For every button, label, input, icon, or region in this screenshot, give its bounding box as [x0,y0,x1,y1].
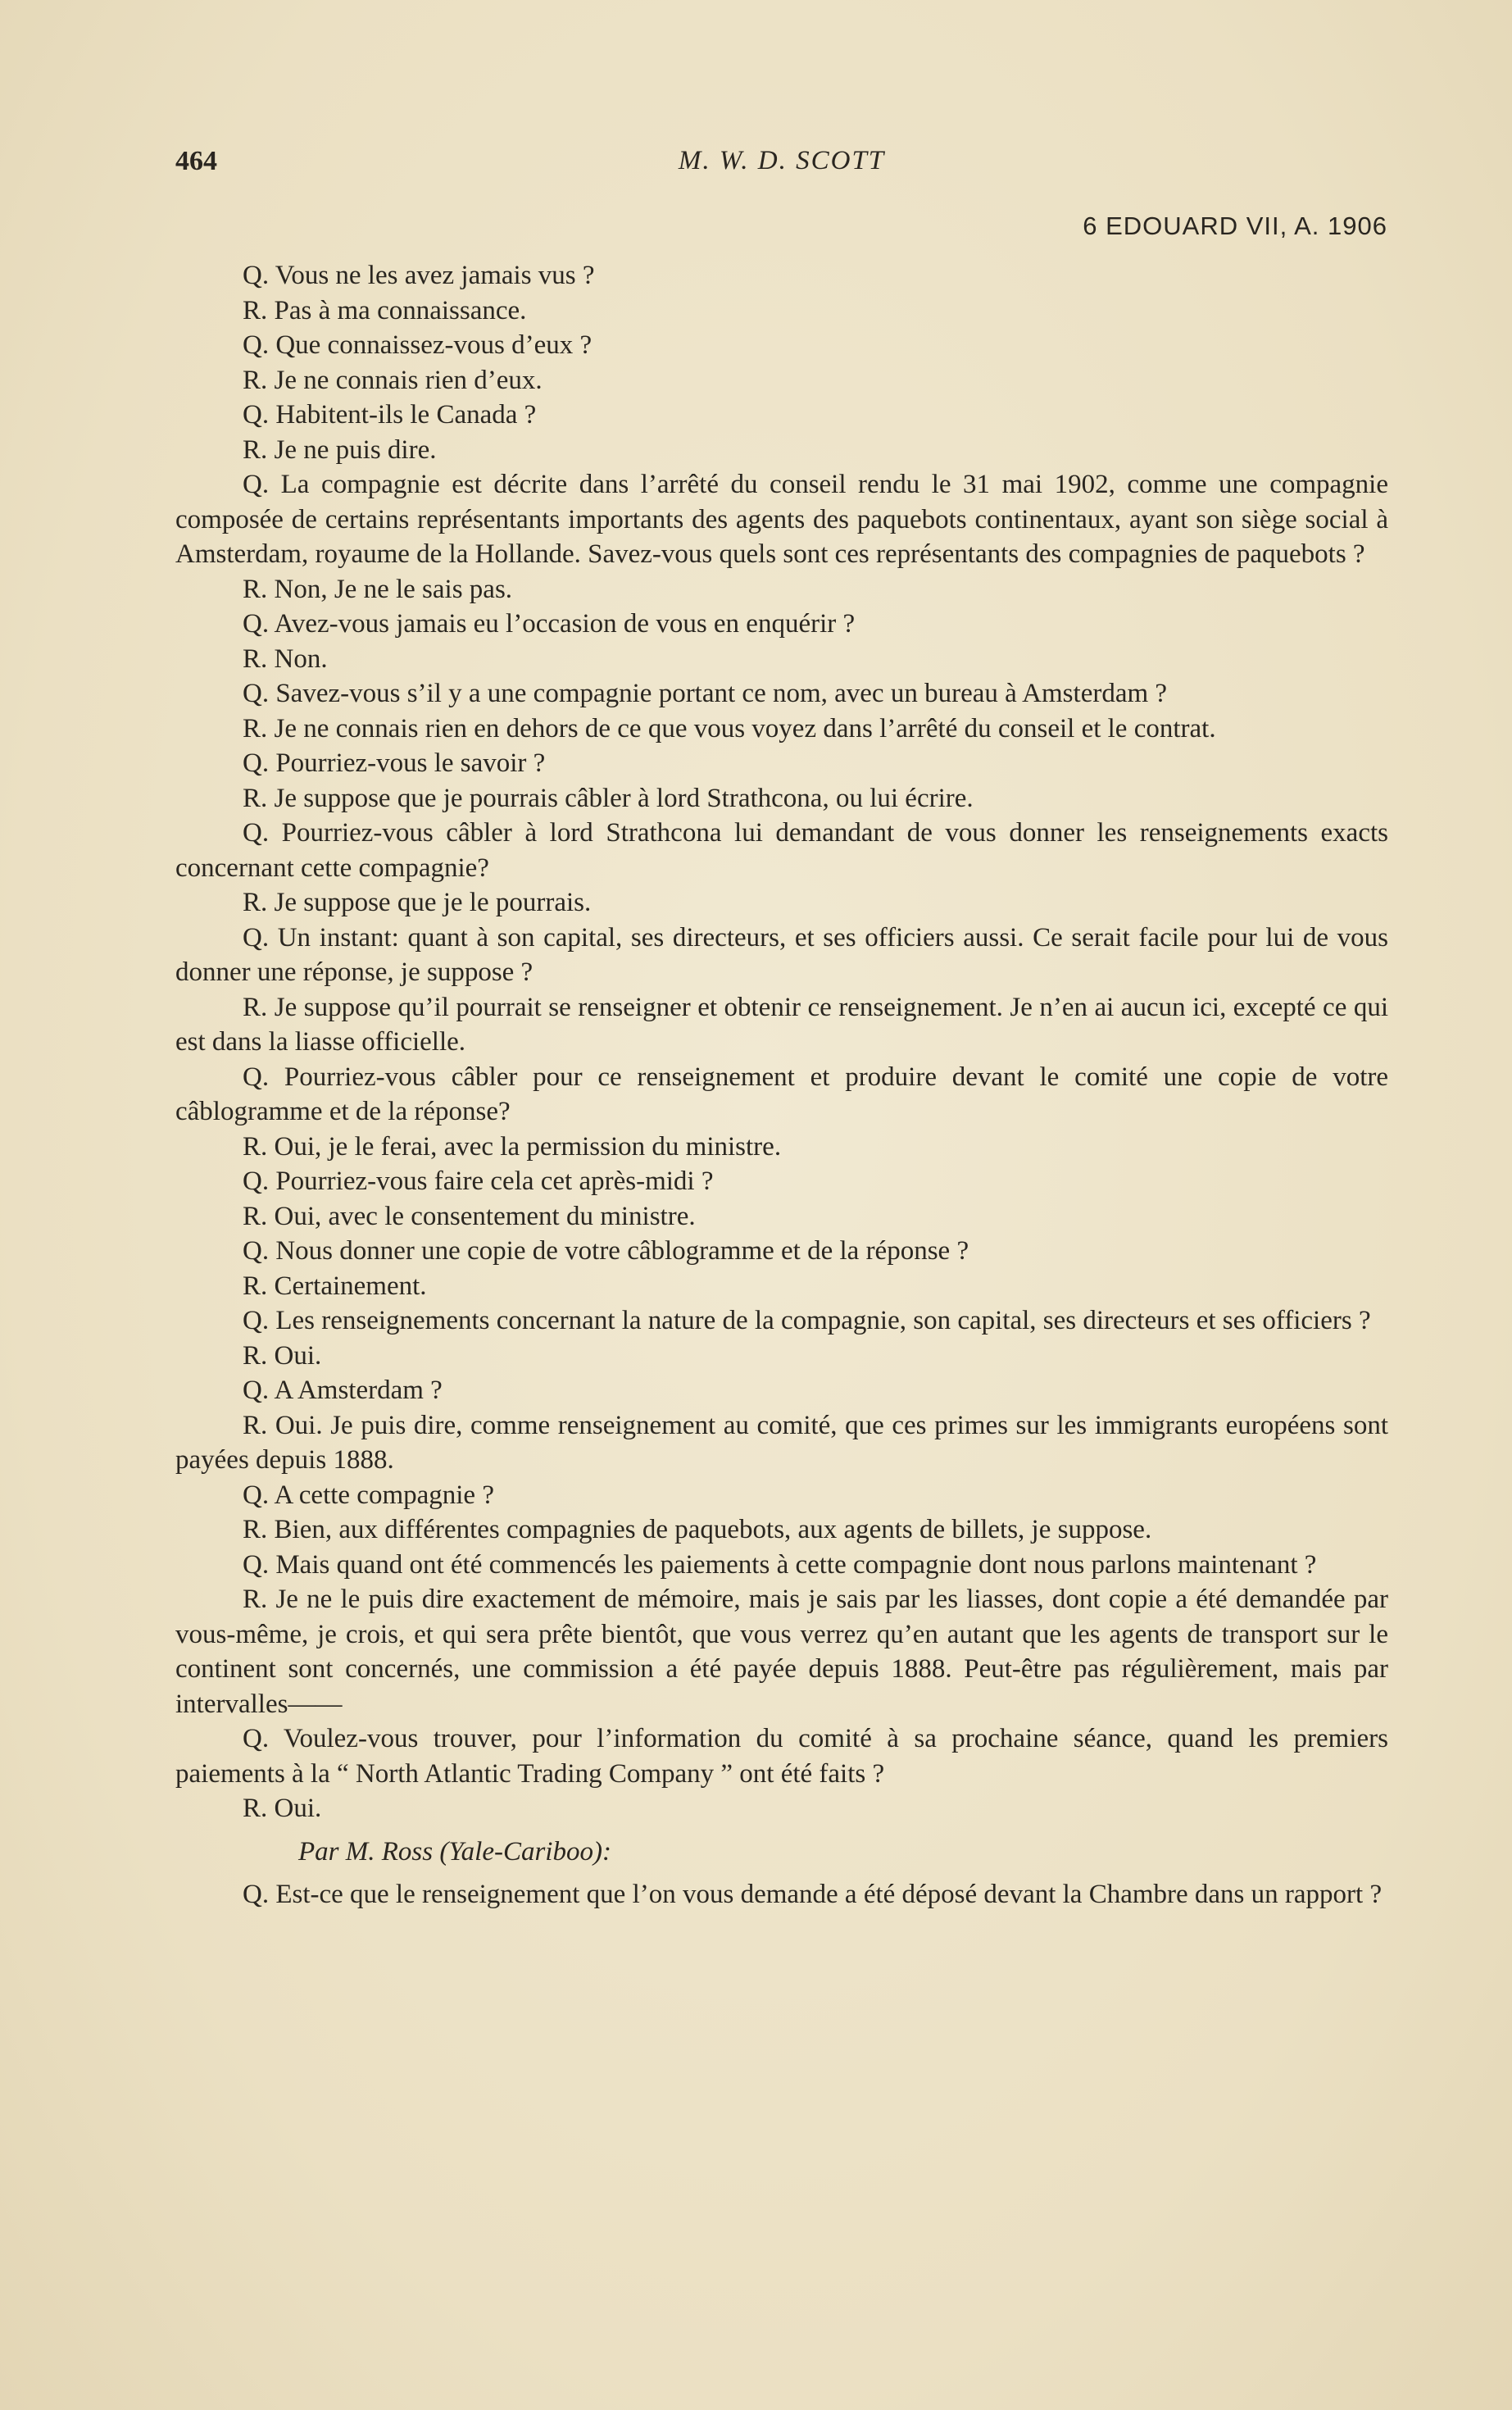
paragraph: R. Oui. [243,1794,322,1823]
paragraph: Q. Pourriez-vous faire cela cet après-midi ? [243,1166,714,1196]
session-label: 6 EDOUARD VII, A. 1906 [1083,211,1387,240]
paragraph: Q. Pourriez-vous câbler à lord Strathcona lui demandant de vous donner les renseignements exacts concernant cette compagnie? [175,818,1388,883]
paragraph: Q. Que connaissez-vous d’eux ? [243,330,593,360]
paragraph: R. Je suppose qu’il pourrait se renseigner et obtenir ce renseignement. Je n’en ai aucun ici, excepté ce qui est dans la liasse officielle. [175,992,1388,1057]
paragraph: Q. Un instant: quant à son capital, ses directeurs, et ses officiers aussi. Ce serait facile pour lui de vous donner une réponse, je suppose ? [175,922,1388,987]
paragraph: Q. Vous ne les avez jamais vus ? [243,261,595,290]
paragraph: R. Je ne puis dire. [243,434,437,465]
paragraph: Q. Pourriez-vous le savoir ? [243,748,546,778]
paragraph: Q. A cette compagnie ? [243,1480,494,1510]
paragraph: R. Non. [243,643,328,674]
paragraph: Q. Avez-vous jamais eu l’occasion de vous en enquérir ? [243,609,856,639]
paragraph: Q. Savez-vous s’il y a une compagnie portant ce nom, avec un bureau à Amsterdam ? [243,679,1168,708]
paragraph: Q. Voulez-vous trouver, pour l’information du comité à sa prochaine séance, quand les premiers paiements à la “ North Atlantic Trading Company ” ont été faits ? [175,1724,1388,1789]
paragraph: R. Je ne connais rien d’eux. [243,365,543,395]
paragraph: Q. A Amsterdam ? [243,1376,443,1405]
paragraph: R. Oui, avec le consentement du ministre. [243,1201,696,1231]
paragraph: Q. La compagnie est décrite dans l’arrêté du conseil rendu le 31 mai 1902, comme une compagnie composée de certains représentants importants des agents des paquebots continentaux, ayant son siège social à Amsterdam, royaume de la Hollande. Savez-vous quels sont ces représentants des compagnies de paquebots ? [175,470,1388,569]
paragraph: R. Oui. Je puis dire, comme renseignement au comité, que ces primes sur les immigrants européens sont payées depuis 1888. [175,1410,1388,1475]
paragraph: R. Non, Je ne le sais pas. [243,574,513,604]
paragraph: Q. Les renseignements concernant la nature de la compagnie, son capital, ses directeurs et ses officiers ? [243,1306,1371,1335]
paragraph: R. Je suppose que je pourrais câbler à lord Strathcona, ou lui écrire. [243,783,974,813]
paragraph: Q. Est-ce que le renseignement que l’on vous demande a été déposé devant la Chambre dans un rapport ? [243,1880,1383,1909]
paragraph: R. Bien, aux différentes compagnies de paquebots, aux agents de billets, je suppose. [243,1515,1152,1544]
paragraph: R. Je ne le puis dire exactement de mémoire, mais je sais par les liasses, dont copie a été demandée par vous-même, je crois, et qui sera prête bientôt, que vous verrez qu’en autant que les agents de transport sur le continent sont concernés, une commission a été payée depuis 1888. Peut-être pas régulièrement, mais par intervalles—— [175,1585,1388,1719]
running-title: M. W. D. SCOTT [678,146,886,175]
paragraph: Q. Pourriez-vous câbler pour ce renseignement et produire devant le comité une copie de votre câblogramme et de la réponse? [175,1062,1388,1126]
paragraph: Q. Nous donner une copie de votre câblogramme et de la réponse ? [243,1236,969,1266]
speaker-subheading: Par M. Ross (Yale-Cariboo): [298,1836,611,1867]
page-header [175,146,1388,187]
transcript-body [175,258,1388,1912]
paragraph: R. Oui. [243,1340,322,1371]
paragraph: R. Certainement. [243,1271,427,1301]
paragraph: R. Je suppose que je le pourrais. [243,888,592,917]
paragraph: R. Oui, je le ferai, avec la permission du ministre. [243,1131,782,1162]
page-number: 464 [175,146,217,176]
paragraph: R. Pas à ma connaissance. [243,295,527,325]
paragraph: Q. Habitent-ils le Canada ? [243,400,537,430]
paragraph: R. Je ne connais rien en dehors de ce que vous voyez dans l’arrêté du conseil et le contrat. [243,713,1216,743]
paragraph: Q. Mais quand ont été commencés les paiements à cette compagnie dont nous parlons maintenant ? [243,1549,1317,1580]
